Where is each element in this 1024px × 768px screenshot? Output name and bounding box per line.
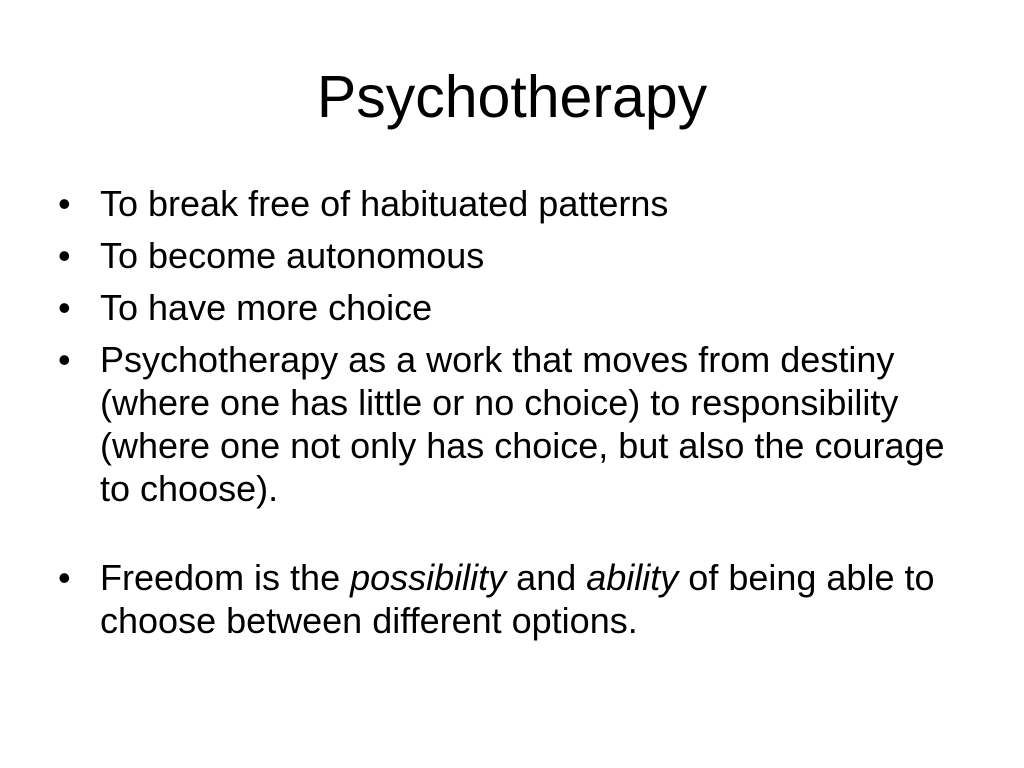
bullet-item (58, 182, 958, 225)
bullet-list (58, 182, 958, 651)
bullet-item (58, 234, 958, 277)
bullet-item (58, 286, 958, 329)
freedom-text-part3: of being able to choose between different options. (100, 557, 935, 641)
bullet-text: To break free of habituated patterns (100, 183, 669, 224)
bullet-dot-icon: • (58, 557, 71, 598)
freedom-emphasis-ability: ability (586, 557, 679, 598)
slide-title: Psychotherapy (316, 64, 708, 130)
freedom-text-part1: Freedom is the (100, 557, 351, 598)
bullet-text: To become autonomous (100, 235, 485, 276)
freedom-emphasis-possibility: possibility (350, 557, 507, 598)
bullet-dot-icon: • (58, 287, 71, 328)
bullet-item-freedom (58, 556, 958, 642)
bullet-dot-icon: • (58, 235, 71, 276)
bullet-dot-icon: • (58, 339, 71, 380)
bullet-text: To have more choice (100, 287, 433, 328)
bullet-text: Psychotherapy as a work that moves from destiny (where one has little or no choice) to responsibility (where one not only has choice, but also the courage to choose). (100, 339, 945, 509)
bullet-dot-icon: • (58, 183, 71, 224)
bullet-item (58, 338, 958, 510)
freedom-text-part2: and (506, 557, 587, 598)
